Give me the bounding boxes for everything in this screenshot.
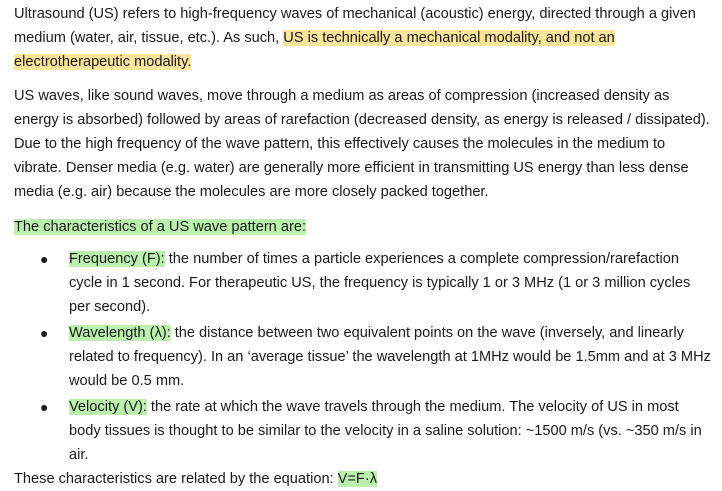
bullet-icon: ● xyxy=(40,325,49,341)
list-item-velocity xyxy=(14,395,714,467)
intro-highlight: US is technically a mechanical modality, and not an electrotherapeutic modality. xyxy=(14,30,615,70)
frequency-term: Frequency (F): xyxy=(69,251,165,267)
velocity-text: the rate at which the wave travels through the medium. The velocity of US in most body tissues is thought to be similar to the velocity in a saline solution: ~1500 m/s (vs. ~350 m/s in air. xyxy=(69,399,702,463)
heading-highlight: The characteristics of a US wave pattern are: xyxy=(14,219,307,235)
characteristics-heading xyxy=(14,215,714,239)
list-item-wavelength xyxy=(14,321,714,393)
bullet-icon: ● xyxy=(40,251,49,267)
frequency-text: the number of times a particle experiences a complete compression/rarefaction cycle in 1 second. For therapeutic US, the frequency is typically 1 or 3 MHz (1 or 3 million cycles per second). xyxy=(69,251,691,315)
wave-paragraph: US waves, like sound waves, move through a medium as areas of compression (increased density as energy is absorbed) followed by areas of rarefaction (decreased density, as energy is released / dissipated). Due to the high frequency of the wave pattern, this effectively causes the molecules in the medium to vibrate. Denser media (e.g. water) are generally more efficient in transmitting US energy than less dense media (e.g. air) because the molecules are more closely packed together. xyxy=(14,88,710,200)
velocity-term: Velocity (V): xyxy=(69,399,147,415)
list-item-frequency xyxy=(14,247,714,319)
characteristics-list xyxy=(14,247,714,467)
bullet-icon: ● xyxy=(40,399,49,415)
equation-intro: These characteristics are related by the equation: xyxy=(14,471,338,487)
document-page xyxy=(14,2,714,491)
equation-paragraph xyxy=(14,467,714,491)
wavelength-text: the distance between two equivalent points on the wave (inversely, and linearly related to frequency). In an ‘average tissue’ the wavelength at 1MHz would be 1.5mm and at 3 MHz would be 0.5 mm. xyxy=(69,325,711,389)
intro-paragraph xyxy=(14,2,714,74)
wavelength-term: Wavelength (λ): xyxy=(69,325,171,341)
intro-text: Ultrasound (US) refers to high-frequency waves of mechanical (acoustic) energy, directed through a given medium (water, air, tissue, etc.). As such, xyxy=(14,6,696,46)
equation-highlight: V=F·λ xyxy=(337,471,377,487)
